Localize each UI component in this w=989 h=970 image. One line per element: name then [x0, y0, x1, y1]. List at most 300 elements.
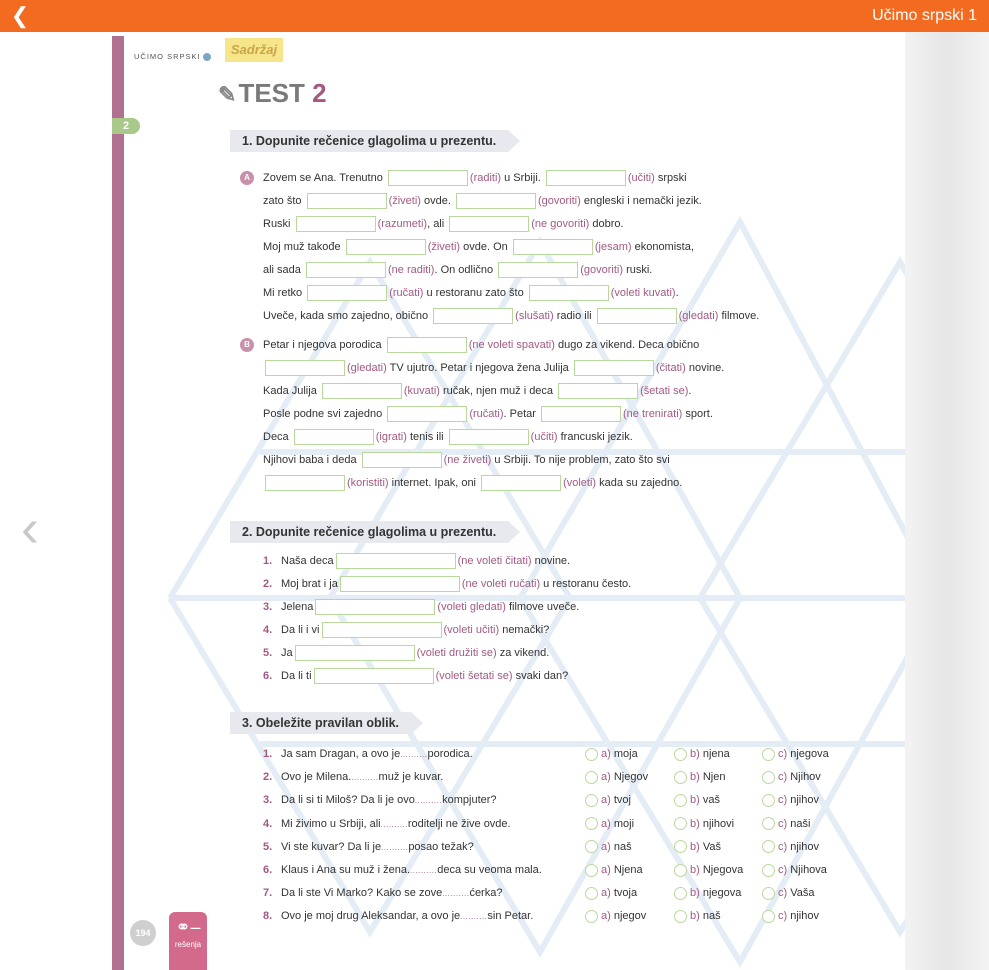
- sentence-text: u restoranu zato što: [423, 287, 527, 299]
- radio-circle[interactable]: [674, 771, 687, 784]
- verb-hint: (ne živeti): [443, 454, 492, 466]
- verb-hint: (čitati): [655, 362, 686, 374]
- verb-hint: (govoriti): [538, 195, 581, 207]
- verb-hint: (igrati): [375, 431, 407, 443]
- answer-input[interactable]: [558, 383, 638, 399]
- blank-dots: ..........: [400, 750, 428, 759]
- sentence-text: u restoranu često.: [540, 578, 632, 590]
- option-text: naši: [790, 817, 811, 830]
- option-text: naš: [613, 840, 632, 853]
- sentence-text: deca su veoma mala.: [437, 864, 542, 876]
- sentence-text: Mi retko: [263, 287, 306, 299]
- answer-input[interactable]: [336, 553, 456, 569]
- option-letter: a): [601, 864, 614, 876]
- book-brand: [134, 52, 211, 61]
- sentence-text: .: [688, 385, 692, 397]
- test-word: TEST: [238, 78, 305, 108]
- answer-input[interactable]: [387, 406, 467, 422]
- exercise-2-item: [263, 574, 631, 594]
- option-a[interactable]: [585, 792, 631, 808]
- blank-dots: ..........: [380, 819, 408, 829]
- exercise-2-title: 2. Dopunite rečenice glagolima u prezentu.: [230, 521, 508, 543]
- exercise-1-line: [263, 404, 713, 424]
- sentence-text: Da li ti: [281, 670, 312, 682]
- answer-input[interactable]: [340, 576, 460, 592]
- option-text: Njihova: [790, 864, 827, 876]
- sentence-text: ekonomista,: [631, 241, 694, 253]
- option-b[interactable]: [674, 839, 721, 855]
- exercise-3-item: [263, 837, 474, 857]
- answer-input[interactable]: [346, 239, 426, 255]
- option-c[interactable]: [762, 746, 829, 762]
- blank-dots: ..........: [351, 773, 379, 783]
- option-text: Vaša: [790, 887, 815, 900]
- verb-hint: (voleti družiti se): [416, 647, 497, 659]
- answer-input[interactable]: [265, 475, 345, 491]
- sentence-text: ćerka?: [469, 887, 503, 900]
- chapter-color-bar: [112, 36, 124, 970]
- answer-input[interactable]: [388, 170, 468, 186]
- sentence-text: porodica.: [427, 748, 473, 760]
- option-c[interactable]: [762, 908, 819, 924]
- option-text: moja: [613, 748, 638, 760]
- exercise-3-item: [263, 906, 533, 926]
- blank-dots: ..........: [442, 889, 470, 899]
- option-c[interactable]: [762, 839, 819, 855]
- item-number: 8.: [263, 910, 273, 923]
- exercise-3-item: [263, 883, 502, 903]
- option-b[interactable]: [674, 746, 730, 762]
- answer-input[interactable]: [294, 429, 374, 445]
- verb-hint: (ne voleti ručati): [461, 578, 541, 590]
- sentence-text: zato što: [263, 195, 305, 207]
- verb-hint: (gledati): [347, 362, 387, 374]
- item-number: 7.: [263, 887, 273, 900]
- answer-input[interactable]: [362, 452, 442, 468]
- option-letter: c): [778, 771, 791, 784]
- verb-hint: (učiti): [627, 172, 655, 184]
- test-number: 2: [312, 78, 327, 108]
- exercise-1-line: [263, 191, 702, 211]
- previous-page-button[interactable]: [12, 498, 48, 558]
- option-letter: b): [690, 840, 703, 853]
- answer-input[interactable]: [449, 216, 529, 232]
- exercise-2-item: [263, 597, 579, 617]
- radio-circle[interactable]: [674, 840, 687, 853]
- answer-input[interactable]: [529, 285, 609, 301]
- item-number: 1.: [263, 748, 273, 760]
- sentence-text: sin Petar.: [487, 910, 534, 923]
- radio-circle[interactable]: [585, 817, 598, 830]
- option-text: Njihov: [790, 771, 821, 784]
- option-letter: c): [778, 817, 791, 830]
- app-title: Učimo srpski 1: [872, 7, 977, 24]
- info-dot-icon: [203, 53, 211, 61]
- option-c[interactable]: [762, 885, 815, 901]
- answer-input[interactable]: [322, 383, 402, 399]
- sentence-text: za vikend.: [496, 647, 550, 659]
- sentence-text: Ja: [281, 647, 293, 659]
- option-text: njihovi: [702, 817, 735, 830]
- answer-input[interactable]: [265, 360, 345, 376]
- sentence-text: u Srbiji.: [501, 172, 544, 184]
- verb-hint: (govoriti): [580, 264, 624, 276]
- option-letter: b): [690, 887, 703, 900]
- radio-circle[interactable]: [674, 748, 687, 761]
- sentence-text: Kada Julija: [263, 385, 320, 397]
- sentence-text: ovde. On: [460, 241, 511, 253]
- option-c[interactable]: [762, 769, 821, 785]
- radio-circle[interactable]: [762, 887, 775, 900]
- sentence-text: Zovem se Ana. Trenutno: [263, 172, 386, 184]
- answer-input[interactable]: [449, 429, 529, 445]
- verb-hint: (živeti): [388, 195, 421, 207]
- sentence-text: srpski: [654, 172, 687, 184]
- sentence-text: Klaus i Ana su muž i žena.: [281, 864, 411, 876]
- option-text: tvoj: [613, 794, 631, 807]
- sentence-text: Ovo je Milena.: [281, 771, 352, 784]
- app-header: [0, 0, 989, 32]
- option-letter: c): [778, 794, 791, 807]
- option-letter: c): [778, 864, 791, 876]
- sentence-text: Da li ste Vi Marko? Kako se zove: [281, 887, 443, 900]
- answer-input[interactable]: [546, 170, 626, 186]
- radio-circle[interactable]: [585, 748, 598, 761]
- sentence-text: Da li i vi: [281, 624, 320, 636]
- sentence-text: ruski.: [623, 264, 653, 276]
- sentence-text: Jelena: [281, 601, 314, 613]
- item-number: 3.: [263, 794, 273, 807]
- sentence-text: posao težak?: [408, 840, 474, 853]
- exercise-2-item: [263, 666, 568, 686]
- sentence-text: Vi ste kuvar? Da li je: [281, 840, 382, 853]
- exercise-1-line: [263, 358, 724, 378]
- sentence-text: Ovo je moj drug Aleksandar, a ovo je: [281, 910, 461, 923]
- sentence-text: .: [675, 287, 679, 299]
- sentence-text: kompjuter?: [442, 794, 497, 807]
- sentence-text: Petar i njegova porodica: [263, 339, 385, 351]
- radio-circle[interactable]: [585, 771, 598, 784]
- unit-tab: 2: [112, 118, 140, 134]
- exercise-3-item: [263, 767, 443, 787]
- option-text: Njen: [702, 771, 726, 784]
- sentence-text: svaki dan?: [512, 670, 569, 682]
- book-page: [0, 32, 989, 970]
- exercise-2-item: [263, 551, 570, 571]
- verb-hint: (jesam): [594, 241, 632, 253]
- verb-hint: (ručati): [469, 408, 504, 420]
- radio-circle[interactable]: [762, 864, 775, 877]
- radio-circle[interactable]: [585, 840, 598, 853]
- verb-hint: (ne voleti čitati): [457, 555, 532, 567]
- option-a[interactable]: [585, 816, 634, 832]
- option-letter: a): [601, 887, 614, 900]
- answer-input[interactable]: [306, 262, 386, 278]
- sentence-text: sport.: [682, 408, 713, 420]
- exercise-1-line: [263, 450, 670, 470]
- radio-circle[interactable]: [762, 748, 775, 761]
- option-b[interactable]: [674, 769, 725, 785]
- exercise-1-line: [263, 335, 699, 355]
- sentence-text: engleski i nemački jezik.: [580, 195, 702, 207]
- exercise-3-item: [263, 860, 542, 880]
- key-icon: ⚭–: [175, 917, 201, 937]
- radio-circle[interactable]: [762, 840, 775, 853]
- sentence-text: nemački?: [499, 624, 550, 636]
- brand-text: UČIMO SRPSKI: [134, 52, 201, 61]
- verb-hint: (voleti kuvati): [610, 287, 676, 299]
- sentence-text: . Petar: [503, 408, 540, 420]
- sentence-text: Uveče, kada smo zajedno, obično: [263, 310, 432, 322]
- verb-hint: (slušati): [515, 310, 554, 322]
- item-number: 6.: [263, 670, 273, 682]
- sentence-text: tenis ili: [406, 431, 447, 443]
- marker-b: B: [240, 338, 254, 352]
- option-letter: b): [690, 910, 703, 923]
- radio-circle[interactable]: [585, 910, 598, 923]
- solutions-button[interactable]: [169, 912, 207, 970]
- answer-input[interactable]: [296, 216, 376, 232]
- radio-circle[interactable]: [762, 794, 775, 807]
- option-letter: a): [601, 910, 614, 923]
- radio-circle[interactable]: [674, 910, 687, 923]
- sentence-text: TV ujutro. Petar i njegova žena Julija: [386, 362, 572, 374]
- sentence-text: Moj brat i ja: [281, 578, 338, 590]
- option-text: tvoja: [613, 887, 638, 900]
- option-text: njena: [702, 748, 730, 760]
- exercise-2-item: [263, 620, 549, 640]
- answer-input[interactable]: [498, 262, 578, 278]
- option-letter: b): [690, 817, 703, 830]
- radio-circle[interactable]: [585, 864, 598, 877]
- option-c[interactable]: [762, 792, 819, 808]
- verb-hint: (živeti): [427, 241, 461, 253]
- option-letter: a): [601, 840, 614, 853]
- verb-hint: (voleti): [563, 477, 597, 489]
- option-a[interactable]: [585, 885, 637, 901]
- option-c[interactable]: [762, 816, 810, 832]
- sentence-text: Naša deca: [281, 555, 334, 567]
- radio-circle[interactable]: [762, 771, 775, 784]
- verb-hint: (učiti): [530, 431, 558, 443]
- radio-circle[interactable]: [674, 864, 687, 877]
- blank-dots: ..........: [414, 796, 443, 806]
- exercise-1-line: [263, 306, 759, 326]
- verb-hint: (koristiti): [347, 477, 389, 489]
- blank-dots: ..........: [460, 912, 488, 922]
- verb-hint: (voleti šetati se): [435, 670, 513, 682]
- option-a[interactable]: [585, 862, 643, 878]
- answer-input[interactable]: [433, 308, 513, 324]
- item-number: 5.: [263, 840, 273, 853]
- option-letter: a): [601, 771, 614, 784]
- page-edge-shadow: [905, 32, 989, 970]
- option-letter: a): [601, 748, 614, 760]
- option-text: njihov: [790, 794, 819, 807]
- option-text: njegov: [613, 910, 647, 923]
- option-text: vaš: [702, 794, 720, 807]
- option-b[interactable]: [674, 816, 734, 832]
- sentence-text: francuski jezik.: [557, 431, 633, 443]
- item-number: 4.: [263, 624, 273, 636]
- sentence-text: dobro.: [589, 218, 624, 230]
- verb-hint: (ručati): [389, 287, 424, 299]
- radio-circle[interactable]: [674, 794, 687, 807]
- answer-input[interactable]: [513, 239, 593, 255]
- sentence-text: muž je kuvar.: [378, 771, 444, 784]
- chevron-left-icon: ❮: [10, 3, 30, 28]
- contents-button[interactable]: Sadržaj: [225, 38, 283, 62]
- radio-circle[interactable]: [674, 887, 687, 900]
- option-letter: b): [690, 771, 703, 784]
- option-letter: c): [778, 840, 791, 853]
- sentence-text: ali sada: [263, 264, 304, 276]
- answer-input[interactable]: [314, 668, 434, 684]
- option-text: njegova: [702, 887, 742, 900]
- page-title: [218, 78, 330, 109]
- option-letter: c): [778, 910, 791, 923]
- exercise-1-line: [263, 381, 691, 401]
- answer-input[interactable]: [597, 308, 677, 324]
- answer-input[interactable]: [295, 645, 415, 661]
- sentence-text: Ruski: [263, 218, 294, 230]
- exercise-1-line: [263, 473, 682, 493]
- exercise-1-line: [263, 283, 679, 303]
- verb-hint: (ne govoriti): [531, 218, 590, 230]
- item-number: 5.: [263, 647, 273, 659]
- exercise-1-line: [263, 214, 624, 234]
- radio-circle[interactable]: [762, 910, 775, 923]
- option-c[interactable]: [762, 862, 827, 878]
- verb-hint: (gledati): [678, 310, 719, 322]
- solutions-label: rešenja: [174, 940, 202, 949]
- sentence-text: radio ili: [553, 310, 595, 322]
- sentence-text: filmove.: [718, 310, 760, 322]
- option-b[interactable]: [674, 792, 720, 808]
- sentence-text: Mi živimo u Srbiji, ali: [281, 817, 381, 830]
- option-letter: b): [690, 864, 703, 876]
- item-number: 3.: [263, 601, 273, 613]
- option-letter: a): [601, 817, 614, 830]
- sentence-text: Da li si ti Miloš? Da li je ovo: [281, 794, 415, 807]
- option-a[interactable]: [585, 908, 646, 924]
- option-text: naš: [702, 910, 721, 923]
- option-text: Vaš: [702, 840, 721, 853]
- exercise-1-title: 1. Dopunite rečenice glagolima u prezentu.: [230, 130, 508, 152]
- option-b[interactable]: [674, 908, 721, 924]
- radio-circle[interactable]: [674, 817, 687, 830]
- answer-input[interactable]: [315, 599, 435, 615]
- sentence-text: ovde.: [420, 195, 454, 207]
- sentence-text: Moj muž takođe: [263, 241, 344, 253]
- exercise-1-line: [263, 260, 652, 280]
- option-text: Njegov: [613, 771, 649, 784]
- verb-hint: (šetati se): [640, 385, 689, 397]
- radio-circle[interactable]: [762, 817, 775, 830]
- sentence-text: , ali: [427, 218, 448, 230]
- sentence-text: kada su zajedno.: [596, 477, 683, 489]
- sentence-text: dugo za vikend. Deca obično: [554, 339, 700, 351]
- option-text: Njena: [613, 864, 643, 876]
- option-b[interactable]: [674, 862, 743, 878]
- exercise-1-line: [263, 427, 633, 447]
- exercise-1-line: [263, 168, 687, 188]
- option-a[interactable]: [585, 839, 632, 855]
- sentence-text: Deca: [263, 431, 292, 443]
- back-button[interactable]: [8, 2, 32, 30]
- exercise-1-line: [263, 237, 694, 257]
- page-number: 194: [130, 920, 156, 946]
- exercise-3-item: [263, 790, 497, 810]
- item-number: 1.: [263, 555, 273, 567]
- sentence-text: Posle podne svi zajedno: [263, 408, 386, 420]
- answer-input[interactable]: [307, 193, 387, 209]
- answer-input[interactable]: [322, 622, 442, 638]
- exercise-2-item: [263, 643, 549, 663]
- option-text: moji: [613, 817, 635, 830]
- option-letter: c): [778, 887, 791, 900]
- marker-a: A: [240, 171, 254, 185]
- sentence-text: Njihovi baba i deda: [263, 454, 360, 466]
- blank-dots: ..........: [381, 842, 409, 852]
- sentence-text: internet. Ipak, oni: [388, 477, 480, 489]
- option-a[interactable]: [585, 769, 648, 785]
- item-number: 6.: [263, 864, 273, 876]
- blank-dots: ..........: [410, 866, 438, 875]
- option-letter: b): [690, 748, 703, 760]
- chevron-left-large-icon: ‹: [21, 498, 39, 558]
- option-letter: c): [778, 748, 791, 760]
- radio-circle[interactable]: [585, 887, 598, 900]
- sentence-text: . On odlično: [434, 264, 497, 276]
- sentence-text: novine.: [685, 362, 725, 374]
- sentence-text: roditelji ne žive ovde.: [407, 817, 511, 830]
- verb-hint: (ne voleti spavati): [468, 339, 555, 351]
- verb-hint: (kuvati): [403, 385, 440, 397]
- verb-hint: (voleti učiti): [443, 624, 500, 636]
- option-text: njegova: [790, 748, 829, 760]
- answer-input[interactable]: [456, 193, 536, 209]
- exercise-3-title: 3. Obeležite pravilan oblik.: [230, 712, 411, 734]
- answer-input[interactable]: [307, 285, 387, 301]
- option-letter: a): [601, 794, 614, 807]
- exercise-3-item: [263, 814, 511, 834]
- option-a[interactable]: [585, 746, 638, 762]
- option-letter: b): [690, 794, 703, 807]
- verb-hint: (razumeti): [377, 218, 428, 230]
- sentence-text: novine.: [531, 555, 571, 567]
- exercise-3-item: [263, 744, 473, 764]
- verb-hint: (voleti gledati): [437, 601, 506, 613]
- item-number: 2.: [263, 578, 273, 590]
- verb-hint: (raditi): [469, 172, 502, 184]
- verb-hint: (ne raditi): [387, 264, 435, 276]
- sentence-text: Ja sam Dragan, a ovo je: [281, 748, 401, 760]
- option-text: Njegova: [702, 864, 744, 876]
- answer-input[interactable]: [481, 475, 561, 491]
- radio-circle[interactable]: [585, 794, 598, 807]
- pencil-icon: ✎: [218, 82, 237, 107]
- sentence-text: u Srbiji. To nije problem, zato što svi: [491, 454, 670, 466]
- item-number: 4.: [263, 817, 273, 830]
- sentence-text: filmove uveče.: [505, 601, 580, 613]
- verb-hint: (ne trenirati): [623, 408, 683, 420]
- answer-input[interactable]: [541, 406, 621, 422]
- answer-input[interactable]: [387, 337, 467, 353]
- answer-input[interactable]: [574, 360, 654, 376]
- option-text: njihov: [790, 910, 819, 923]
- option-b[interactable]: [674, 885, 741, 901]
